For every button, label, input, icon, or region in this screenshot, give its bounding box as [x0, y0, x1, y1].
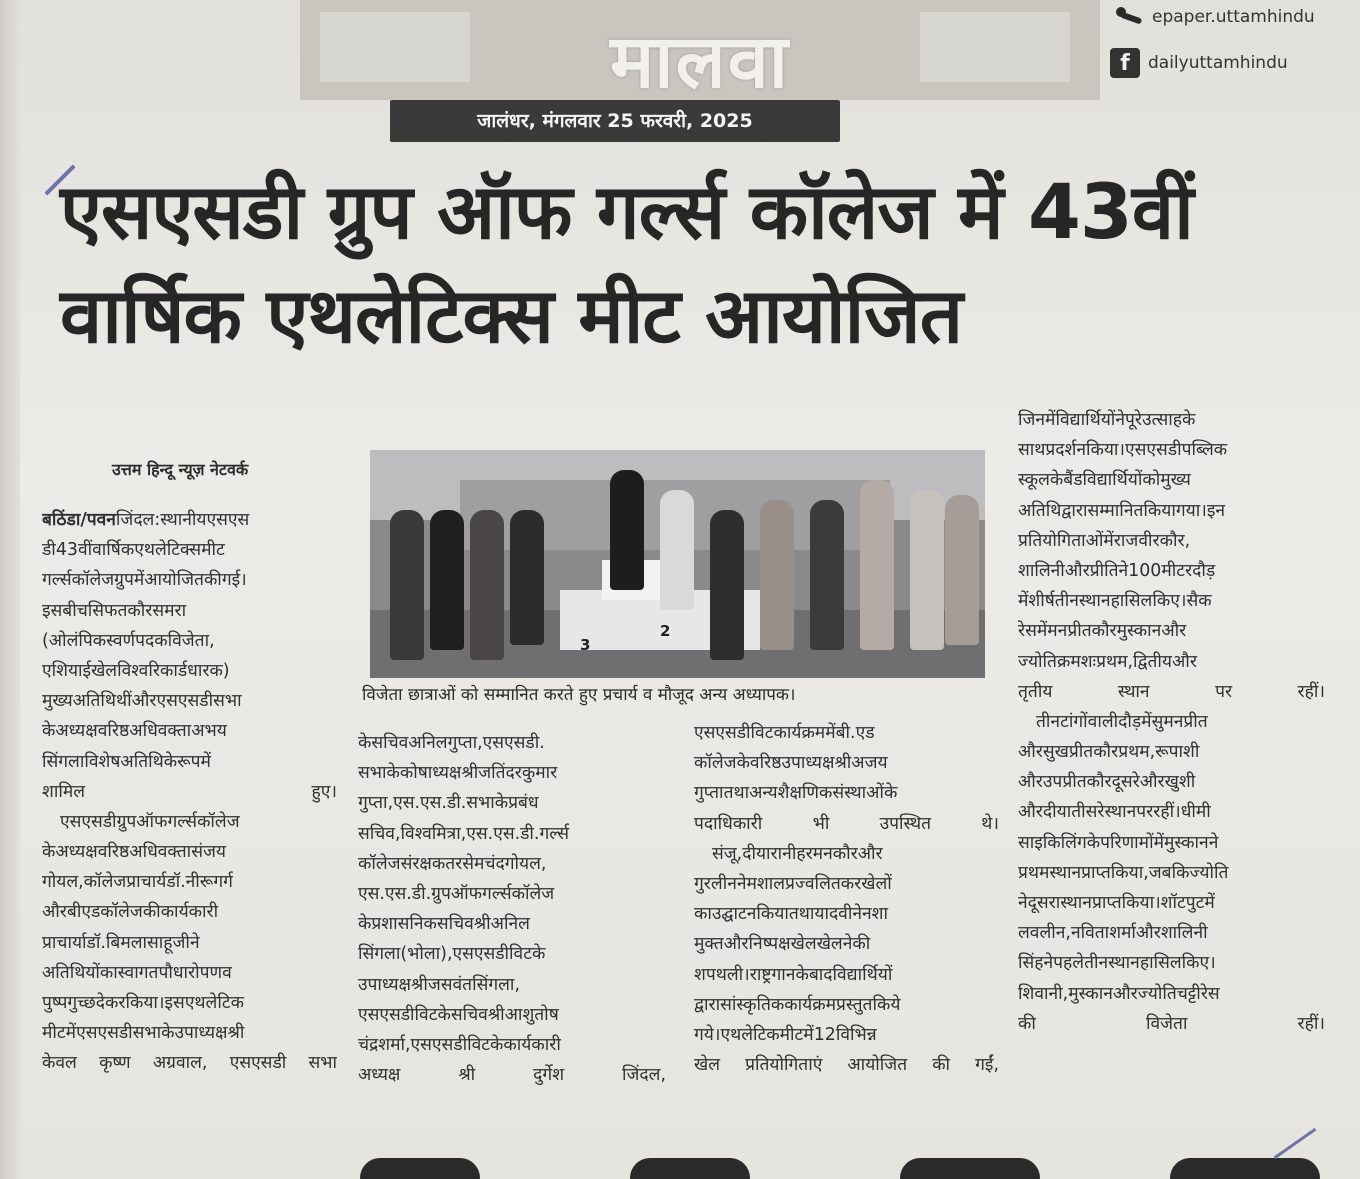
article-line: तीनटांगोंवालीदौड़मेंसुमनप्रीत	[1036, 711, 1208, 732]
article-line: अतिथिद्वारासम्मानितकियागया।इन	[1018, 500, 1226, 521]
photo-person	[390, 510, 424, 660]
photo-person	[610, 470, 644, 590]
headline-fragment	[630, 1158, 750, 1179]
article-line: खेल प्रतियोगिताएं आयोजित की गईं,	[694, 1055, 999, 1076]
article-line: लवलीन,नविताशर्माऔरशालिनी	[1018, 923, 1208, 944]
article-line: शिवानी,मुस्कानऔरज्योतिचट्टीरेस	[1018, 983, 1220, 1004]
article-line: केअध्यक्षवरिष्ठअधिवक्ताअभय	[42, 721, 227, 742]
article-line: कॉलेजकेवरिष्ठउपाध्यक्षश्रीअजय	[694, 753, 888, 774]
article-line: गुप्तातथाअन्यशैक्षणिकसंस्थाओंके	[694, 783, 898, 804]
photo-person	[945, 495, 979, 645]
banner-decoration-right	[920, 12, 1070, 82]
photo-person	[430, 510, 464, 650]
article-line: गुरलीननेमशालप्रज्वलितकरखेलों	[694, 873, 892, 894]
article-line: प्राचार्याडॉ.बिमलासाहूजीने	[42, 932, 200, 953]
article-column-3	[694, 718, 999, 1080]
article-line: सचिव,विश्वमित्रा,एस.एस.डी.गर्ल्स	[358, 823, 570, 844]
article-line: सिंहनेपहलेतीनस्थानहासिलकिए।	[1018, 953, 1216, 974]
facebook-link[interactable]	[1110, 48, 1288, 78]
article-column-1	[42, 505, 337, 1079]
article-line: स्कूलकेबैंडविद्यार्थियोंकोमुख्य	[1018, 470, 1191, 491]
podium-number: 2	[660, 622, 671, 640]
article-line: एसएसडीविटकार्यक्रममेंबी.एड	[694, 723, 875, 743]
epaper-url: epaper.uttamhindu	[1152, 7, 1315, 27]
article-line: ज्योतिक्रमशःप्रथम,द्वितीयऔर	[1018, 651, 1197, 672]
article-line: पुष्पगुच्छदेकरकिया।इसएथलेटिक	[42, 993, 244, 1013]
article-line: औरउपप्रीतकौरदूसरेऔरखुशी	[1018, 772, 1196, 793]
social-links	[1110, 0, 1360, 100]
section-name: मालवा	[610, 19, 790, 100]
article-line: बठिंडा/पवनजिंदल:स्थानीयएसएस	[42, 510, 250, 530]
page-fold-shadow	[0, 0, 20, 1179]
article-line: गोयल,कॉलेजप्राचार्यडॉ.नीरूगर्ग	[42, 872, 233, 893]
pointer-hand-icon	[1110, 5, 1144, 29]
article-line: सिंगलाविशेषअतिथिकेरूपमें	[42, 751, 211, 772]
article-line: अतिथियोंकास्वागतपौधारोपणव	[42, 962, 232, 983]
epaper-link[interactable]	[1110, 2, 1315, 32]
article-line: सिंगला(भोला),एसएसडीविटके	[358, 944, 546, 965]
headline	[60, 160, 1340, 368]
headline-line-1: एसएसडी ग्रुप ऑफ गर्ल्स कॉलेज में 43वीं	[60, 167, 1193, 256]
article-line: द्वारासांस्कृतिककार्यक्रमप्रस्तुतकिये	[694, 994, 901, 1015]
article-line: प्रतियोगिताओंमेंराजवीरकौर,	[1018, 530, 1191, 551]
photo-person	[810, 500, 844, 650]
article-line: साइकिलिंगकेपरिणामोंमेंमुस्कानने	[1018, 832, 1219, 853]
article-line: औरबीएडकॉलेजकीकार्यकारी	[42, 902, 219, 923]
article-line: इसबीचसिफतकौरसमरा	[42, 600, 187, 621]
article-column-4	[1018, 405, 1325, 1039]
article-line: उपाध्यक्षश्रीजसवंतसिंगला,	[358, 974, 520, 995]
headline-fragment	[1170, 1158, 1320, 1179]
article-line: संजू,दीयारानीहरमनकौरऔर	[712, 843, 883, 864]
article-line: केप्रशासनिकसचिवश्रीअनिल	[358, 914, 530, 935]
headline-fragment	[900, 1158, 1040, 1179]
article-line: गुप्ता,एस.एस.डी.सभाकेप्रबंध	[358, 793, 539, 814]
headline-line-2: वार्षिक एथलेटिक्स मीट आयोजित	[60, 271, 963, 360]
article-line: पदाधिकारी भी उपस्थित थे।	[694, 813, 999, 834]
photo-person	[910, 490, 944, 650]
facebook-handle: dailyuttamhindu	[1148, 53, 1288, 73]
article-line: औरदीयातीसरेस्थानपररहीं।धीमी	[1018, 802, 1211, 823]
article-line: साथप्रदर्शनकिया।एसएसडीपब्लिक	[1018, 440, 1228, 461]
article-line: मेंशीर्षतीनस्थानहासिलकिए।सैक	[1018, 591, 1212, 612]
article-line: अध्यक्ष श्री दुर्गेश जिंदल,	[358, 1065, 666, 1086]
article-line: चंद्रशर्मा,एसएसडीविटकेकार्यकारी	[358, 1034, 561, 1055]
headline-fragment	[360, 1158, 480, 1179]
article-line: नेदूसरास्थानप्राप्तकिया।शॉटपुटमें	[1018, 893, 1215, 913]
article-line: एस.एस.डी.ग्रुपऑफगर्ल्सकॉलेज	[358, 883, 555, 904]
photo-person	[470, 510, 504, 660]
article-line: कॉलेजसंरक्षकतरसेमचंदगोयल,	[358, 853, 547, 874]
article-line: तृतीय स्थान पर रहीं।	[1018, 681, 1325, 702]
article-line: केअध्यक्षवरिष्ठअधिवक्तासंजय	[42, 842, 226, 863]
photo-person	[710, 510, 744, 660]
article-line: एसएसडीग्रुपऑफगर्ल्सकॉलेज	[60, 811, 240, 832]
dateline: जालंधर, मंगलवार 25 फरवरी, 2025	[390, 100, 840, 142]
photo-caption: विजेता छात्राओं को सम्मानित करते हुए प्रचार्य व मौजूद अन्य अध्यापक।	[362, 685, 796, 705]
banner-decoration-left	[320, 12, 470, 82]
article-line: एशियाईखेलविश्वरिकार्डधारक)	[42, 660, 230, 681]
article-line: प्रथमस्थानप्राप्तकिया,जबकिज्योति	[1018, 862, 1229, 883]
article-line: मुख्यअतिथिथींऔरएसएसडीसभा	[42, 691, 242, 712]
article-line: शामिल हुए।	[42, 781, 337, 802]
article-line: गर्ल्सकॉलेजग्रुपमेंआयोजितकीगई।	[42, 570, 247, 591]
article-line: की विजेता रहीं।	[1018, 1013, 1325, 1034]
article-line: डी43वींवार्षिकएथलेटिक्समीट	[42, 540, 225, 561]
article-line: काउद्घाटनकियातथायादवीनेनशा	[694, 904, 888, 925]
article-line: (ओलंपिकस्वर्णपदकविजेता,	[42, 630, 215, 651]
article-line: एसएसडीविटकेसचिवश्रीआशुतोष	[358, 1004, 559, 1025]
article-photo	[370, 450, 985, 678]
next-article-headline-fragment	[300, 1150, 1360, 1179]
article-line: मीटमेंएसएसडीसभाकेउपाध्यक्षश्री	[42, 1023, 245, 1044]
article-line: रेसमेंमनप्रीतकौरमुस्कानऔर	[1018, 621, 1187, 642]
article-line: जिनमेंविद्यार्थियोंनेपूरेउत्साहके	[1018, 410, 1196, 430]
photo-person	[660, 490, 694, 610]
article-line: मुक्तऔरनिष्पक्षखेलखेलनेकी	[694, 934, 871, 955]
section-banner	[300, 0, 1100, 100]
byline: उत्तम हिन्दू न्यूज़ नेटवर्क	[112, 460, 249, 479]
podium-number: 3	[580, 636, 591, 654]
article-line: केसचिवअनिलगुप्ता,एसएसडी.	[358, 733, 545, 753]
facebook-icon: f	[1110, 48, 1140, 78]
photo-person	[510, 510, 544, 645]
article-line: औरसुखप्रीतकौरप्रथम,रूपाशी	[1018, 742, 1200, 763]
article-line: शपथली।राष्ट्रगानकेबादविद्यार्थियों	[694, 964, 893, 985]
article-line: गये।एथलेटिकमीटमें12विभिन्न	[694, 1024, 877, 1045]
article-column-2	[358, 728, 666, 1090]
photo-person	[860, 480, 894, 650]
photo-person	[760, 500, 794, 650]
article-line: केवल कृष्ण अग्रवाल, एसएसडी सभा	[42, 1053, 337, 1074]
article-line: सभाकेकोषाध्यक्षश्रीजतिंदरकुमार	[358, 763, 558, 784]
article-line: शालिनीऔरप्रीतिने100मीटरदौड़	[1018, 560, 1216, 581]
